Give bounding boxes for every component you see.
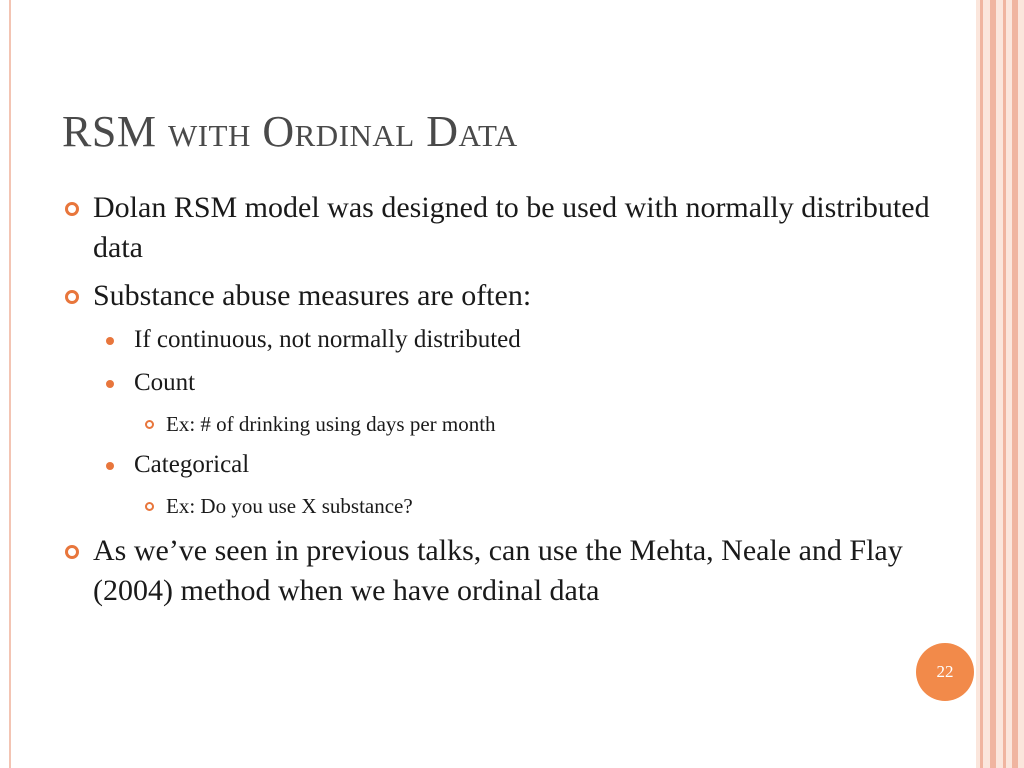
ring-bullet-icon xyxy=(145,420,154,429)
bullet-text: As we’ve seen in previous talks, can use the Mehta, Neale and Flay (2004) method when we have ordinal data xyxy=(93,534,903,607)
bullet-text: If continuous, not normally distributed xyxy=(134,326,521,353)
bullet-text: Categorical xyxy=(134,451,250,478)
ring-bullet-icon xyxy=(65,290,79,304)
ring-bullet-icon xyxy=(65,202,79,216)
list-item xyxy=(62,188,942,268)
bullet-text: Dolan RSM model was designed to be used with normally distributed data xyxy=(93,191,930,264)
bullet-text: Substance abuse measures are often: xyxy=(93,279,532,312)
ring-bullet-icon xyxy=(145,502,154,511)
dot-bullet-icon xyxy=(106,380,114,388)
dot-bullet-icon xyxy=(106,337,114,345)
right-frame-stripe xyxy=(1012,0,1018,768)
bullet-text: Count xyxy=(134,369,196,396)
list-item xyxy=(62,367,942,399)
bullet-list xyxy=(62,188,942,619)
title-main: RSM xyxy=(62,107,168,156)
list-item xyxy=(62,276,942,316)
page-number: 22 xyxy=(936,662,954,681)
slide-title xyxy=(62,106,518,157)
list-item xyxy=(62,449,942,481)
bullet-text: Ex: Do you use X substance? xyxy=(166,494,413,518)
bullet-text: Ex: # of drinking using days per month xyxy=(166,412,496,436)
ring-bullet-icon xyxy=(65,545,79,559)
right-frame-stripe xyxy=(990,0,996,768)
right-frame-stripe xyxy=(1003,0,1006,768)
right-frame-stripe xyxy=(980,0,983,768)
page-number-badge xyxy=(916,643,974,701)
dot-bullet-icon xyxy=(106,462,114,470)
title-small-caps: with Ordinal Data xyxy=(167,107,518,156)
list-item xyxy=(62,410,942,438)
list-item xyxy=(62,531,942,611)
left-frame-line xyxy=(9,0,11,768)
list-item xyxy=(62,324,942,356)
list-item xyxy=(62,492,942,520)
